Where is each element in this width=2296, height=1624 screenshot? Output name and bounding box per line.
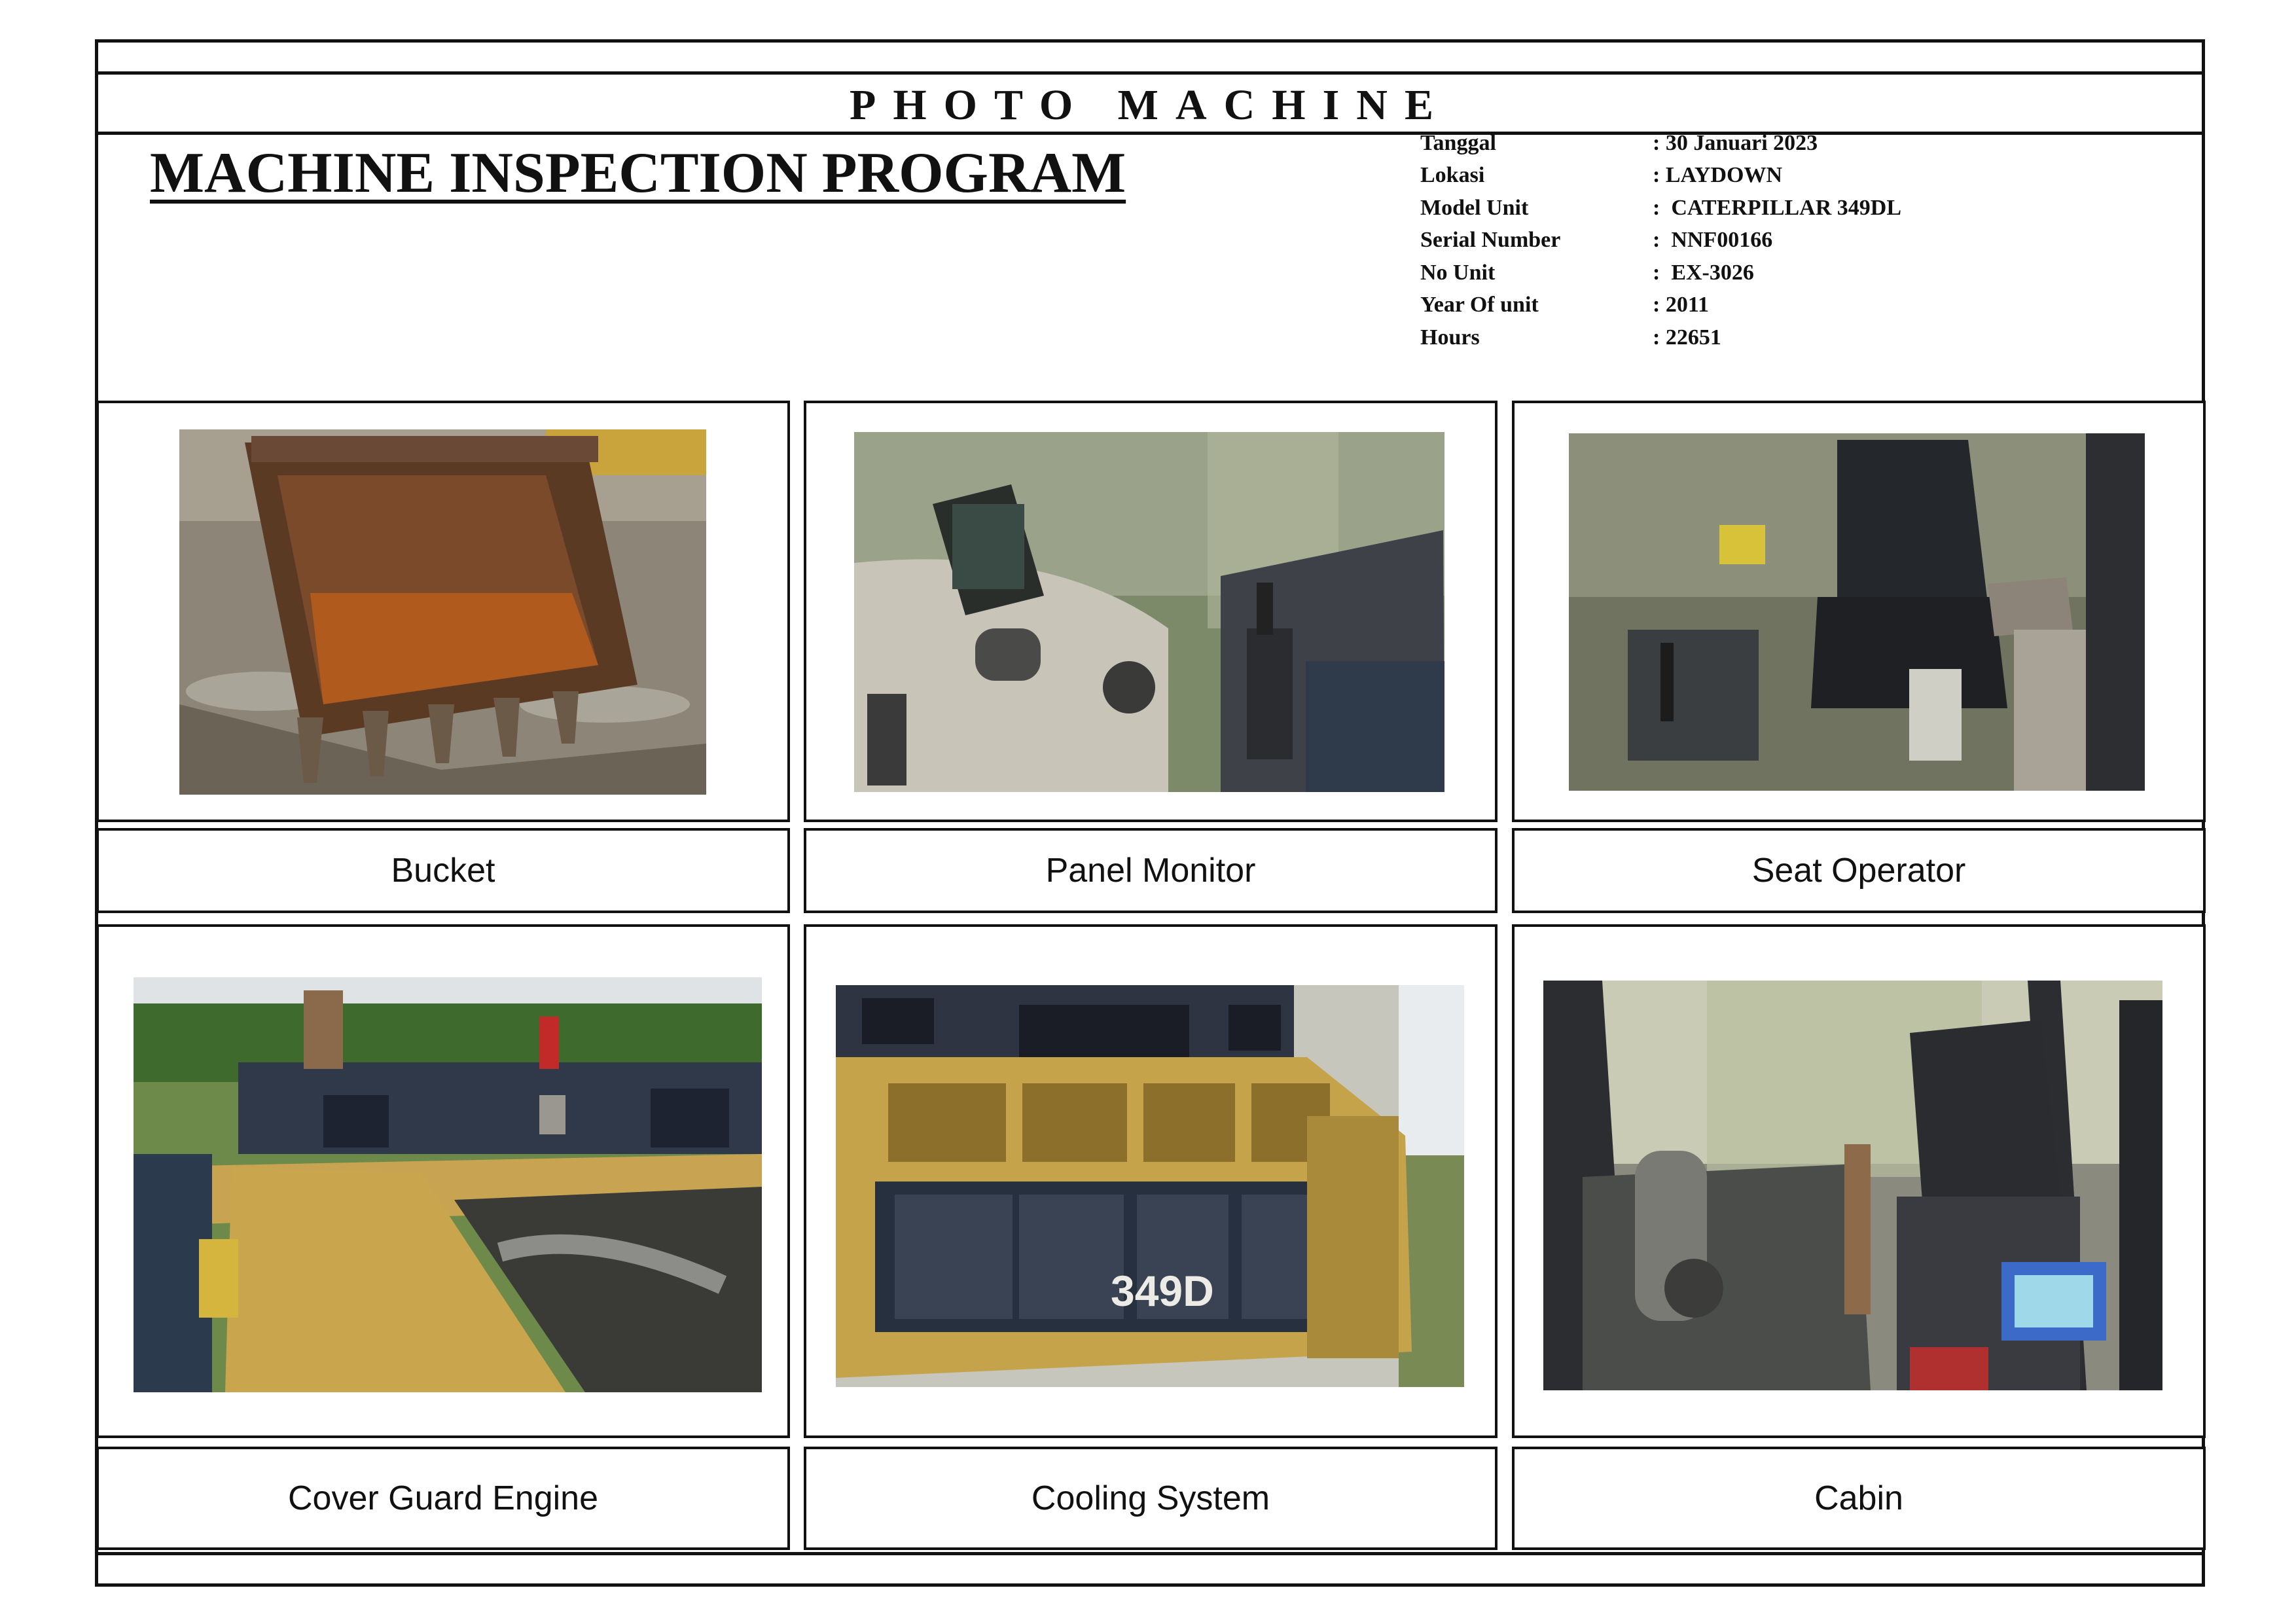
info-value: : 2011 (1653, 293, 1709, 317)
info-value: : NNF00166 (1653, 228, 1773, 253)
info-value: : LAYDOWN (1653, 163, 1783, 188)
banner-title: PHOTO MACHINE (850, 81, 1450, 129)
info-row-year (1420, 289, 1901, 322)
caption-bucket: Bucket (96, 828, 790, 913)
bottom-rule (98, 1552, 2202, 1555)
caption-seat-operator: Seat Operator (1512, 828, 2206, 913)
seat-operator-photo (1569, 433, 2145, 791)
info-label: Hours (1420, 325, 1480, 350)
info-row-location (1420, 160, 1901, 192)
panel-monitor-photo (854, 432, 1444, 792)
cover-guard-engine-photo (134, 977, 762, 1392)
info-label: Serial Number (1420, 228, 1561, 253)
caption-cooling-system: Cooling System (804, 1447, 1498, 1550)
bucket-photo (179, 429, 706, 795)
model-decal: 349D (1111, 1267, 1214, 1315)
top-rule (98, 71, 2202, 75)
info-label: Year Of unit (1420, 293, 1539, 317)
info-label: Tanggal (1420, 130, 1496, 155)
info-value: : CATERPILLAR 349DL (1653, 195, 1902, 220)
info-value: : 22651 (1653, 325, 1721, 350)
info-row-hours (1420, 321, 1901, 354)
info-label: Model Unit (1420, 195, 1529, 220)
info-value: : EX-3026 (1653, 260, 1754, 285)
info-label: Lokasi (1420, 163, 1485, 188)
cooling-system-photo (836, 985, 1464, 1387)
info-row-unit-no (1420, 257, 1901, 289)
info-row-model (1420, 192, 1901, 225)
caption-panel-monitor: Panel Monitor (804, 828, 1498, 913)
caption-cabin: Cabin (1512, 1447, 2206, 1550)
info-row-date (1420, 127, 1901, 160)
caption-cover-guard-engine: Cover Guard Engine (96, 1447, 790, 1550)
unit-info-block (1420, 127, 1901, 354)
info-row-serial (1420, 225, 1901, 257)
cabin-photo (1543, 981, 2162, 1390)
info-label: No Unit (1420, 260, 1496, 285)
program-title: MACHINE INSPECTION PROGRAM (150, 141, 1126, 205)
info-value: : 30 Januari 2023 (1653, 130, 1818, 155)
